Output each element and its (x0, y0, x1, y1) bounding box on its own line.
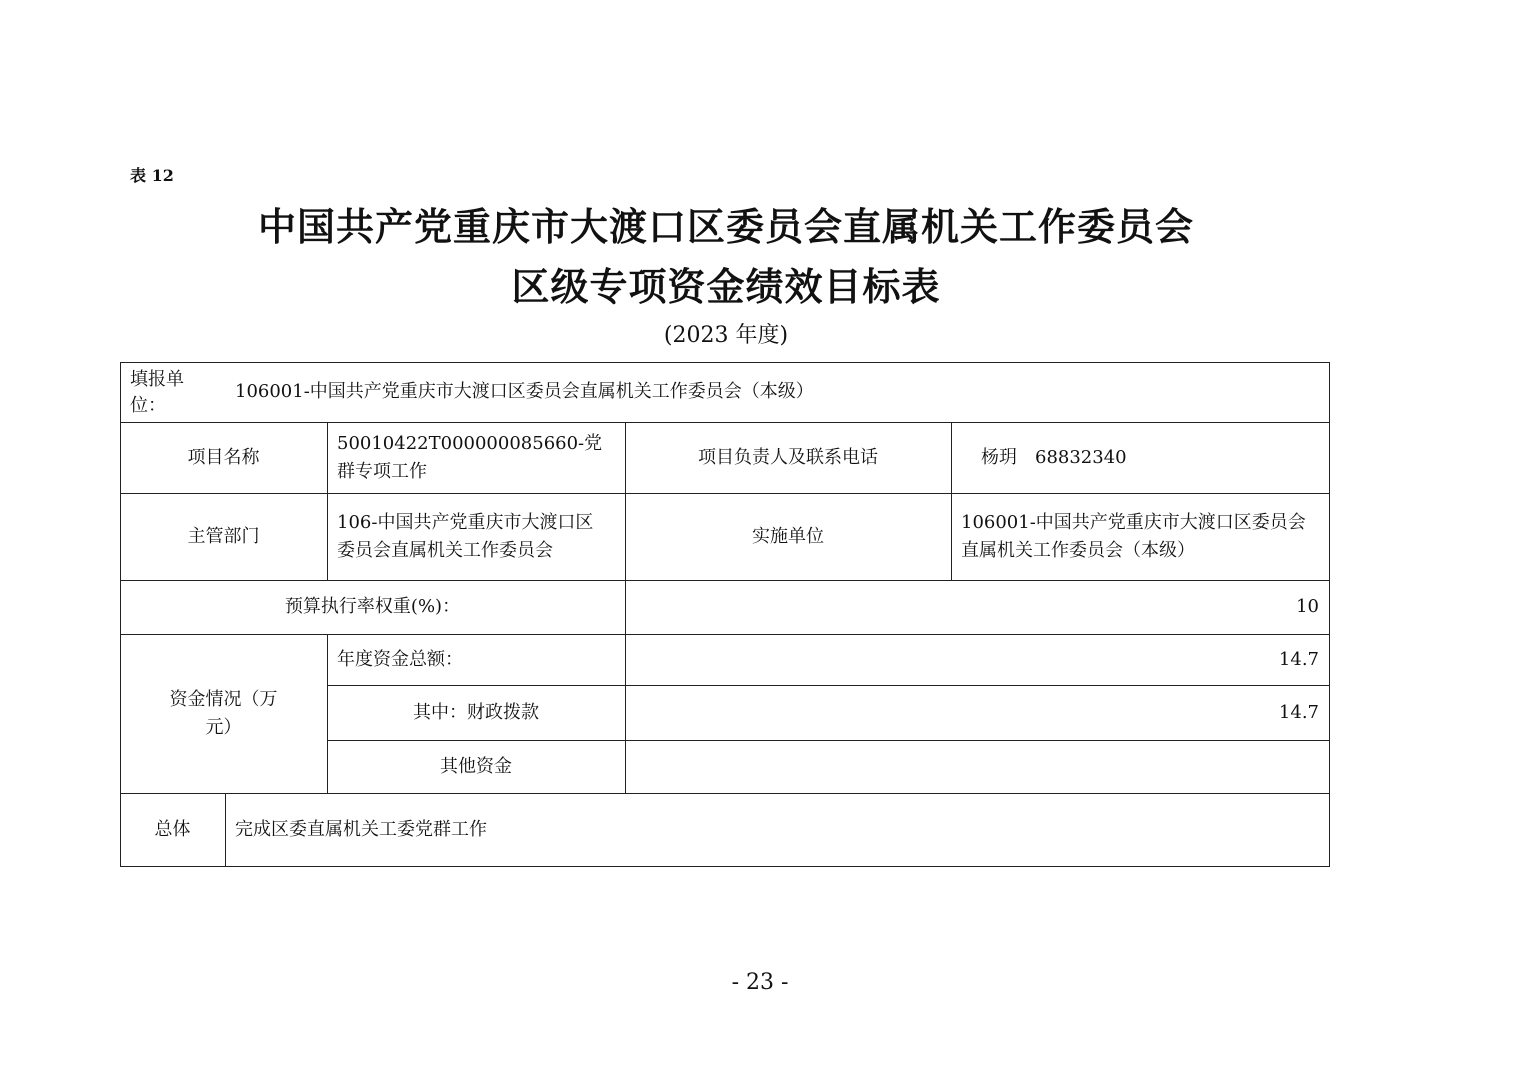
supervising-dept-label: 主管部门 (187, 525, 260, 547)
fund-other-value (625, 740, 1329, 793)
budget-weight-label: 预算执行率权重(%)： (284, 596, 461, 617)
filing-unit-value: 106001-中国共产党重庆市大渡口区委员会直属机关工作委员会（本级） (235, 381, 814, 402)
fund-total-value: 14.7 (1278, 648, 1319, 670)
implementing-unit-value: 106001-中国共产党重庆市大渡口区委员会直属机关工作委员会（本级） (961, 511, 1306, 561)
table-number: 表 12 (130, 166, 174, 185)
project-manager-value: 杨玥 68832340 (981, 446, 1127, 468)
project-name-value: 50010422T000000085660-党群专项工作 (337, 432, 603, 482)
document-subtitle: 区级专项资金绩效目标表 (511, 265, 941, 309)
filing-unit-label: 填报单位： (130, 369, 184, 416)
fund-total-label: 年度资金总额： (337, 648, 463, 670)
fund-fiscal-value: 14.7 (1278, 701, 1319, 723)
project-manager-label: 项目负责人及联系电话 (698, 446, 878, 468)
supervising-dept-value: 106-中国共产党重庆市大渡口区委员会直属机关工作委员会 (337, 511, 594, 561)
budget-weight-value: 10 (1296, 596, 1319, 617)
project-name-label: 项目名称 (187, 446, 260, 468)
implementing-unit-label: 实施单位 (752, 525, 824, 547)
fund-fiscal-label: 其中：财政拨款 (413, 701, 539, 723)
document-title: 中国共产党重庆市大渡口区委员会直属机关工作委员会 (257, 205, 1194, 249)
overall-target-label: 总体 (154, 818, 191, 840)
performance-target-table (120, 362, 1330, 867)
fund-status-label: 资金情况（万元） (169, 688, 278, 738)
overall-target-value: 完成区委直属机关工委党群工作 (235, 818, 487, 840)
fiscal-year: (2023 年度) (663, 323, 789, 348)
page-number: - 23 - (731, 970, 789, 995)
fund-other-label: 其他资金 (440, 755, 512, 777)
